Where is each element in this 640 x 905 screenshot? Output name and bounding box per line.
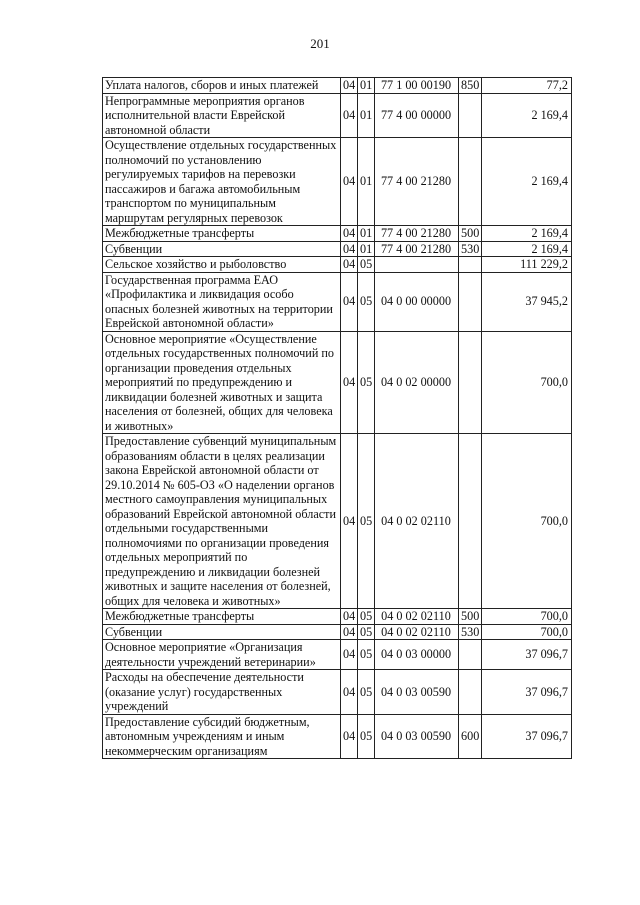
table-row bbox=[103, 714, 572, 759]
amount-cell: 37 096,7 bbox=[482, 640, 572, 670]
table-row bbox=[103, 434, 572, 609]
row-name-cell: Осуществление отдельных государственных полномочий по установлению регулируемых тарифов на перевозки пассажиров и багажа автомобильным транспортом по муниципальным маршрутам регулярных перевозок bbox=[103, 138, 341, 226]
target-article-cell bbox=[375, 257, 459, 273]
subsection-code-cell: 01 bbox=[358, 93, 375, 138]
row-name-cell: Основное мероприятие «Организация деятельности учреждений ветеринарии» bbox=[103, 640, 341, 670]
target-article-cell: 04 0 02 02110 bbox=[375, 434, 459, 609]
target-article-cell: 04 0 02 02110 bbox=[375, 624, 459, 640]
section-code-cell: 04 bbox=[341, 241, 358, 257]
section-code-cell: 04 bbox=[341, 78, 358, 94]
table-row bbox=[103, 272, 572, 331]
target-article-cell: 04 0 03 00590 bbox=[375, 670, 459, 715]
table-row bbox=[103, 609, 572, 625]
amount-cell: 700,0 bbox=[482, 609, 572, 625]
amount-cell: 2 169,4 bbox=[482, 138, 572, 226]
table-row bbox=[103, 624, 572, 640]
section-code-cell: 04 bbox=[341, 714, 358, 759]
amount-cell: 37 096,7 bbox=[482, 670, 572, 715]
expense-type-cell: 500 bbox=[459, 226, 482, 242]
row-name-cell: Уплата налогов, сборов и иных платежей bbox=[103, 78, 341, 94]
subsection-code-cell: 05 bbox=[358, 670, 375, 715]
expense-type-cell: 500 bbox=[459, 609, 482, 625]
subsection-code-cell: 05 bbox=[358, 609, 375, 625]
row-name-cell: Основное мероприятие «Осуществление отдельных государственных полномочий по организации проведения отдельных мероприятий по предупреждению и ликвидации болезней животных и защита населения от болезней, общих для человека и животных» bbox=[103, 331, 341, 434]
expense-type-cell bbox=[459, 272, 482, 331]
target-article-cell: 04 0 03 00000 bbox=[375, 640, 459, 670]
subsection-code-cell: 05 bbox=[358, 624, 375, 640]
row-name-cell: Межбюджетные трансферты bbox=[103, 609, 341, 625]
row-name-cell: Предоставление субвенций муниципальным образованиям области в целях реализации закона Еврейской автономной области от 29.10.2014 № 605-ОЗ «О наделении органов местного самоуправления муниципальных образований Еврейской автономной области отдельными государственными полномочиями по организации проведения отдельных мероприятий по предупреждению и ликвидации болезней животных и защите населения от болезней, общих для человека и животных» bbox=[103, 434, 341, 609]
table-row bbox=[103, 138, 572, 226]
subsection-code-cell: 05 bbox=[358, 331, 375, 434]
subsection-code-cell: 05 bbox=[358, 257, 375, 273]
expense-type-cell: 850 bbox=[459, 78, 482, 94]
amount-cell: 2 169,4 bbox=[482, 241, 572, 257]
amount-cell: 2 169,4 bbox=[482, 93, 572, 138]
budget-table bbox=[102, 77, 572, 759]
target-article-cell: 77 1 00 00190 bbox=[375, 78, 459, 94]
subsection-code-cell: 01 bbox=[358, 78, 375, 94]
expense-type-cell bbox=[459, 138, 482, 226]
subsection-code-cell: 01 bbox=[358, 226, 375, 242]
budget-table-body bbox=[103, 78, 572, 759]
subsection-code-cell: 05 bbox=[358, 640, 375, 670]
section-code-cell: 04 bbox=[341, 331, 358, 434]
expense-type-cell bbox=[459, 434, 482, 609]
target-article-cell: 04 0 02 00000 bbox=[375, 331, 459, 434]
section-code-cell: 04 bbox=[341, 226, 358, 242]
expense-type-cell bbox=[459, 670, 482, 715]
expense-type-cell bbox=[459, 93, 482, 138]
row-name-cell: Межбюджетные трансферты bbox=[103, 226, 341, 242]
table-row bbox=[103, 257, 572, 273]
section-code-cell: 04 bbox=[341, 257, 358, 273]
section-code-cell: 04 bbox=[341, 93, 358, 138]
target-article-cell: 04 0 03 00590 bbox=[375, 714, 459, 759]
amount-cell: 2 169,4 bbox=[482, 226, 572, 242]
row-name-cell: Субвенции bbox=[103, 241, 341, 257]
target-article-cell: 77 4 00 00000 bbox=[375, 93, 459, 138]
amount-cell: 77,2 bbox=[482, 78, 572, 94]
section-code-cell: 04 bbox=[341, 640, 358, 670]
table-row bbox=[103, 93, 572, 138]
expense-type-cell bbox=[459, 257, 482, 273]
expense-type-cell: 530 bbox=[459, 624, 482, 640]
expense-type-cell: 600 bbox=[459, 714, 482, 759]
section-code-cell: 04 bbox=[341, 434, 358, 609]
row-name-cell: Расходы на обеспечение деятельности (оказание услуг) государственных учреждений bbox=[103, 670, 341, 715]
expense-type-cell: 530 bbox=[459, 241, 482, 257]
target-article-cell: 77 4 00 21280 bbox=[375, 241, 459, 257]
amount-cell: 700,0 bbox=[482, 331, 572, 434]
row-name-cell: Государственная программа ЕАО «Профилактика и ликвидация особо опасных болезней животных на территории Еврейской автономной области» bbox=[103, 272, 341, 331]
target-article-cell: 04 0 02 02110 bbox=[375, 609, 459, 625]
amount-cell: 37 945,2 bbox=[482, 272, 572, 331]
target-article-cell: 77 4 00 21280 bbox=[375, 138, 459, 226]
amount-cell: 37 096,7 bbox=[482, 714, 572, 759]
expense-type-cell bbox=[459, 331, 482, 434]
row-name-cell: Непрограммные мероприятия органов исполнительной власти Еврейской автономной области bbox=[103, 93, 341, 138]
subsection-code-cell: 01 bbox=[358, 241, 375, 257]
expense-type-cell bbox=[459, 640, 482, 670]
section-code-cell: 04 bbox=[341, 138, 358, 226]
page-number: 201 bbox=[310, 36, 330, 51]
section-code-cell: 04 bbox=[341, 624, 358, 640]
amount-cell: 111 229,2 bbox=[482, 257, 572, 273]
table-row bbox=[103, 226, 572, 242]
table-row bbox=[103, 670, 572, 715]
subsection-code-cell: 05 bbox=[358, 434, 375, 609]
section-code-cell: 04 bbox=[341, 272, 358, 331]
row-name-cell: Субвенции bbox=[103, 624, 341, 640]
section-code-cell: 04 bbox=[341, 670, 358, 715]
subsection-code-cell: 05 bbox=[358, 272, 375, 331]
amount-cell: 700,0 bbox=[482, 434, 572, 609]
table-row bbox=[103, 78, 572, 94]
row-name-cell: Сельское хозяйство и рыболовство bbox=[103, 257, 341, 273]
table-row bbox=[103, 241, 572, 257]
table-row bbox=[103, 331, 572, 434]
subsection-code-cell: 01 bbox=[358, 138, 375, 226]
section-code-cell: 04 bbox=[341, 609, 358, 625]
subsection-code-cell: 05 bbox=[358, 714, 375, 759]
target-article-cell: 04 0 00 00000 bbox=[375, 272, 459, 331]
amount-cell: 700,0 bbox=[482, 624, 572, 640]
table-row bbox=[103, 640, 572, 670]
row-name-cell: Предоставление субсидий бюджетным, автономным учреждениям и иным некоммерческим организациям bbox=[103, 714, 341, 759]
target-article-cell: 77 4 00 21280 bbox=[375, 226, 459, 242]
